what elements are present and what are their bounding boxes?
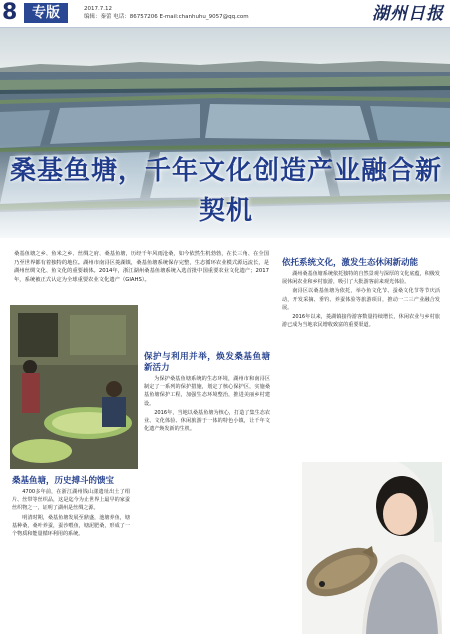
- column-tag: 专版: [24, 3, 68, 23]
- woman-with-fish-photo: [302, 462, 442, 634]
- section-protect: [144, 352, 270, 434]
- page-number: 8: [2, 0, 18, 25]
- lead-paragraph: 桑基鱼塘之乡、鱼米之乡、丝绸之府、桑基鱼塘，历经千年风雨沧桑，如今依然生机勃勃，在长三角、在全国乃至世界都有着独特的地位。湖州市南浔区菱湖镇，桑基鱼塘系统保存完整，生态循环农业模式源远流长，是湖州丝绸文化、鱼文化的重要载体。2014年，浙江湖州桑基鱼塘系统入选首批中国重要农业文化遗产；2017年，系统被正式认定为全球重要农业文化遗产（GIAHS）。: [14, 251, 269, 283]
- headline: 桑基鱼塘，千年文化创造产业融合新契机: [9, 156, 442, 226]
- issue-date: 2017.7.12: [84, 6, 112, 12]
- editor-contact: 编辑：秦蕾 电话：86757206 E-mail:chanhuhu_9057@qq.com: [84, 14, 249, 20]
- body-paragraph: 南浔区以桑基鱼塘为依托，举办鱼文化节、蚕桑文化节等节庆活动，开发采摘、垂钓、养蚕体验等旅游项目，推动一二三产业融合发展。: [282, 288, 440, 311]
- body-paragraph: 4700多年前，在浙江湖州钱山漾遗址出土了绢片、丝带等丝织品，这是迄今为止世界上最早的家蚕丝织物之一，证明了湖州是丝绸之源。: [12, 489, 130, 512]
- body-paragraph: 2016年，当地以桑基鱼塘为核心，打造了集生态农业、文化体验、休闲旅游于一体的特色小镇，让千年文化遗产焕发新的生机。: [144, 409, 270, 433]
- masthead: [0, 0, 450, 28]
- section-fusion: [282, 258, 440, 330]
- body-paragraph: 为保护桑基鱼塘系统的生态环境，湖州市和南浔区制定了一系列的保护措施，划定了核心保护区，实施桑基鱼塘保护工程，加强生态环境整治，推进美丽乡村建设。: [144, 376, 270, 407]
- section-title-protect: 保护与利用并举，焕发桑基鱼塘新活力: [144, 352, 270, 373]
- weaving-workshop-photo: [10, 305, 138, 469]
- section-title-history: 桑基鱼塘，历史搏斗的馈宝: [12, 476, 115, 486]
- portrait-image: [302, 462, 442, 634]
- body-paragraph: 明清时期，桑基鱼塘发展至鼎盛，池塘养鱼，塘基种桑，桑叶养蚕，蚕沙喂鱼，塘泥肥桑，形成了一个物质和能量循环利用的系统。: [12, 514, 130, 538]
- newspaper-logo: 湖州日报: [372, 4, 444, 24]
- section-history: [12, 476, 130, 539]
- body-paragraph: 湖州桑基鱼塘系统依托独特的自然景观与深厚的文化底蕴，积极发展休闲农业和乡村旅游，吸引了大批游客前来观光体验。: [282, 271, 440, 286]
- body-paragraph: 2016年以来，菱湖镇接待游客数量持续增长，休闲农业与乡村旅游已成为当地农民增收致富的重要渠道。: [282, 314, 440, 329]
- section-title-fusion: 依托系统文化，激发生态休闲新动能: [282, 258, 419, 268]
- silk-workers-image: [10, 305, 138, 469]
